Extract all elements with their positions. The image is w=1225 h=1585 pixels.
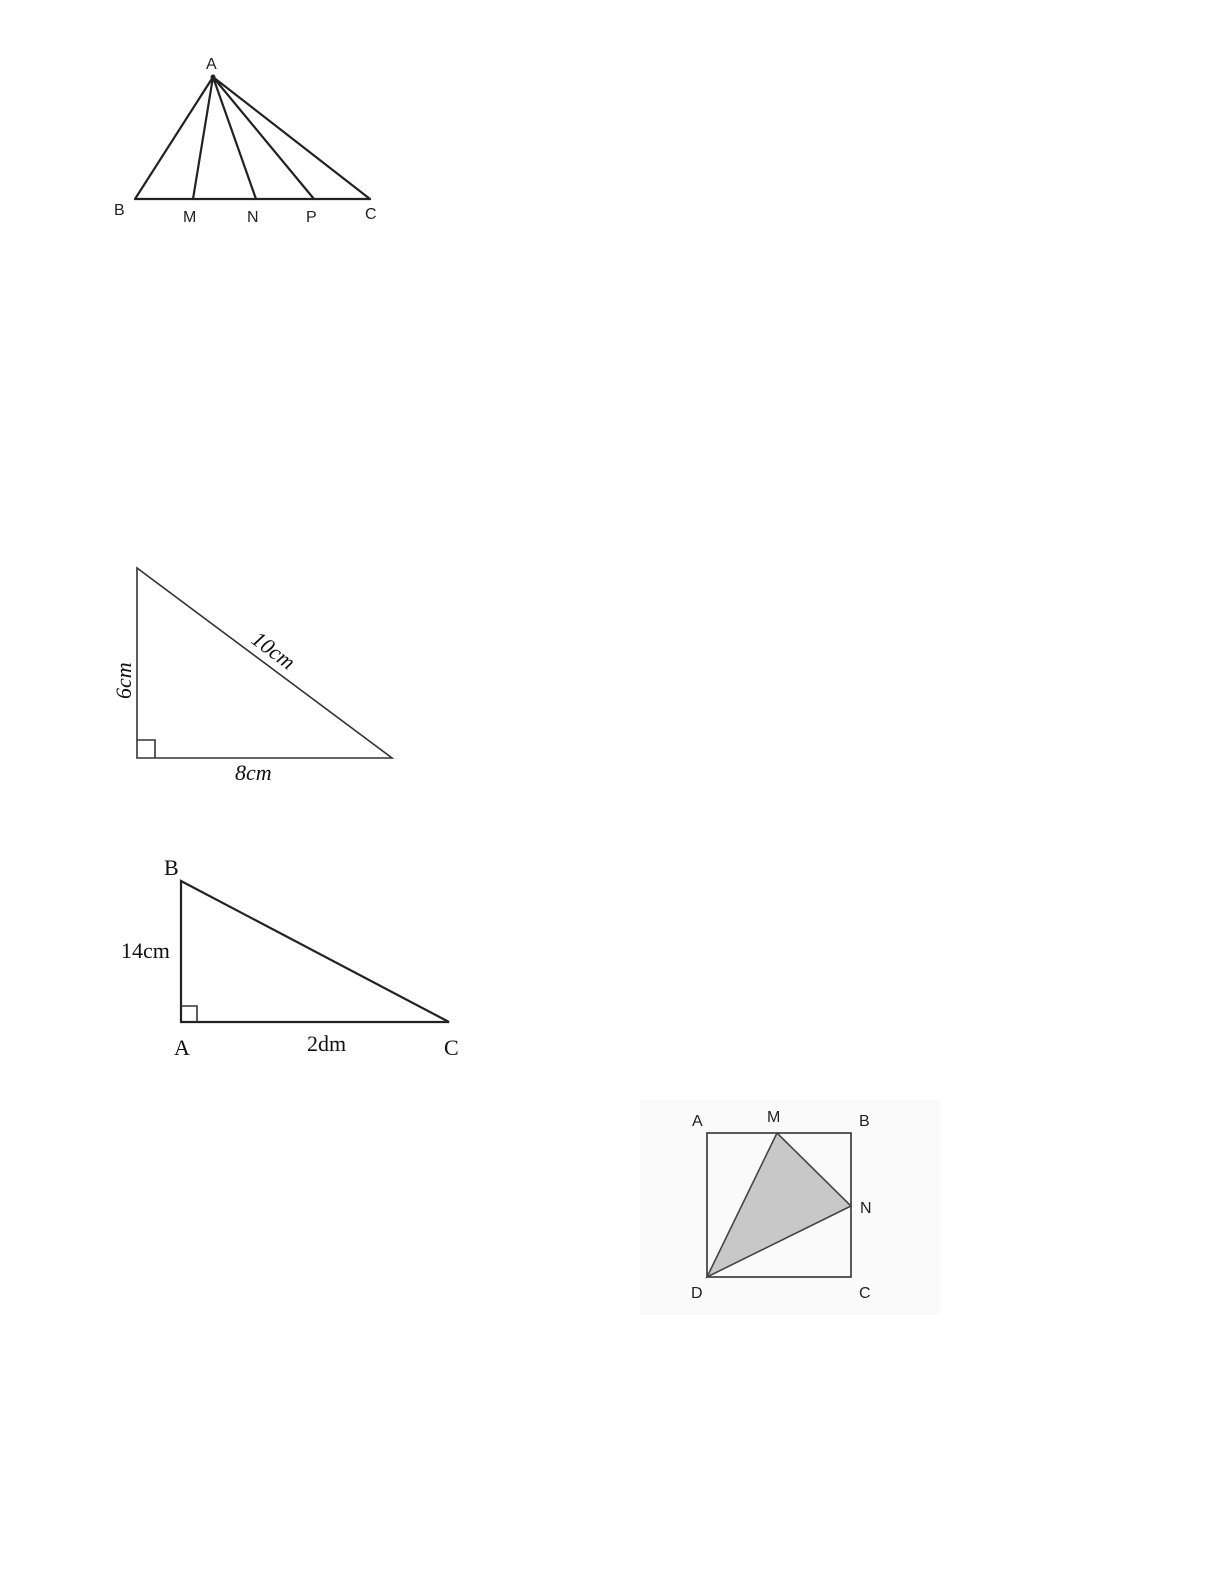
label-point-p: P — [306, 209, 317, 226]
label-point-m: M — [183, 209, 197, 226]
label-vertex-b: B — [164, 855, 179, 880]
square-abcd-shaded-triangle-figure — [640, 1100, 940, 1315]
label-vertex-a: A — [206, 56, 217, 73]
triangle-abc-outline — [181, 881, 449, 1022]
vertex-a-point — [211, 75, 216, 80]
segment-ab — [135, 77, 213, 199]
segment-an — [213, 77, 256, 199]
label-point-n: N — [860, 1200, 872, 1217]
segment-am — [193, 77, 213, 199]
label-vertex-a: A — [692, 1113, 703, 1130]
label-point-m: M — [767, 1109, 781, 1126]
segment-ac — [213, 77, 370, 199]
label-base-8cm: 8cm — [235, 760, 272, 785]
right-triangle-6-8-10-figure — [100, 550, 420, 795]
label-vertex-b: B — [859, 1113, 870, 1130]
label-vertex-d: D — [691, 1285, 703, 1302]
triangle-abc-cevians-figure — [100, 45, 400, 240]
label-vertex-c: C — [859, 1285, 871, 1302]
segment-ap — [213, 77, 314, 199]
label-vertex-a: A — [174, 1035, 190, 1060]
right-angle-marker — [137, 740, 155, 758]
label-vertex-c: C — [365, 206, 377, 223]
label-point-n: N — [247, 209, 259, 226]
label-side-6cm: 6cm — [111, 662, 136, 699]
label-side-14cm: 14cm — [121, 938, 170, 963]
label-vertex-b: B — [114, 202, 125, 219]
right-angle-marker — [181, 1006, 197, 1022]
right-triangle-abc-figure — [100, 845, 480, 1065]
label-hypotenuse-10cm: 10cm — [247, 625, 301, 675]
label-side-2dm: 2dm — [307, 1031, 347, 1056]
label-vertex-c: C — [444, 1035, 459, 1060]
right-triangle-outline — [137, 568, 392, 758]
